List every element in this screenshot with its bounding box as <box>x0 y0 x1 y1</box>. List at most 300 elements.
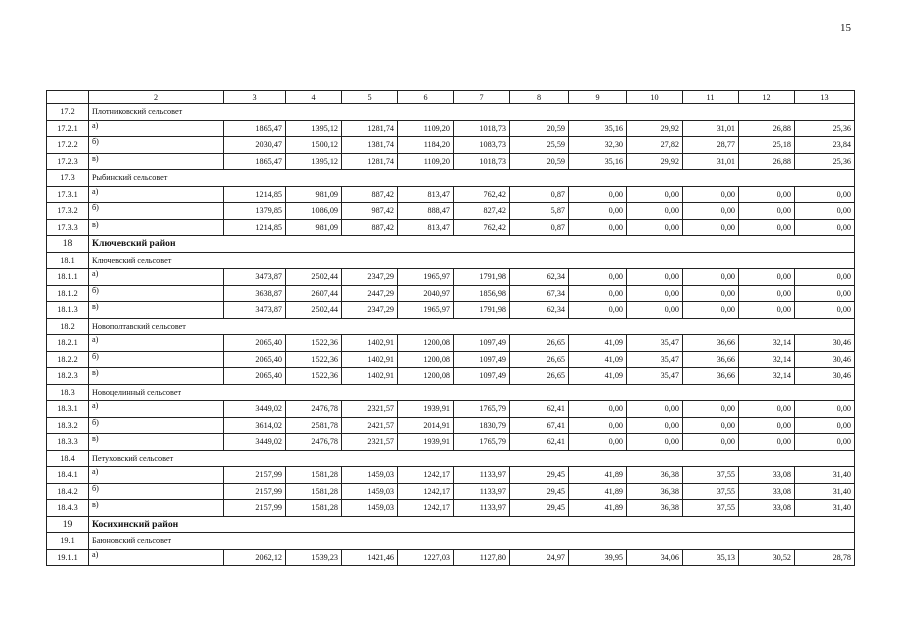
value-cell: 762,42 <box>454 219 510 236</box>
value-cell: 1133,97 <box>454 483 510 500</box>
value-cell: 35,47 <box>627 351 683 368</box>
value-cell: 1965,97 <box>398 302 454 319</box>
value-cell: 1086,09 <box>286 203 342 220</box>
row-variant: а) <box>89 467 224 484</box>
value-cell: 0,00 <box>569 285 627 302</box>
page-number: 15 <box>840 22 851 34</box>
value-cell: 1581,28 <box>286 467 342 484</box>
table-row <box>47 434 855 451</box>
row-code: 18 <box>47 236 89 253</box>
value-cell: 62,34 <box>510 302 569 319</box>
table-row <box>47 351 855 368</box>
value-cell: 25,59 <box>510 137 569 154</box>
value-cell: 62,41 <box>510 401 569 418</box>
row-code: 17.2.3 <box>47 153 89 170</box>
value-cell: 1856,98 <box>454 285 510 302</box>
value-cell: 0,00 <box>683 186 739 203</box>
value-cell: 2321,57 <box>342 401 398 418</box>
table-row <box>47 368 855 385</box>
value-cell: 813,47 <box>398 219 454 236</box>
row-variant: в) <box>89 368 224 385</box>
row-code: 18.2.1 <box>47 335 89 352</box>
header-cell: 12 <box>739 91 795 104</box>
value-cell: 0,00 <box>627 219 683 236</box>
settlement-name: Плотниковский сельсовет <box>89 104 855 121</box>
value-cell: 2065,40 <box>224 335 286 352</box>
settlement-name: Новоцелинный сельсовет <box>89 384 855 401</box>
value-cell: 37,55 <box>683 500 739 517</box>
value-cell: 1830,79 <box>454 417 510 434</box>
value-cell: 1242,17 <box>398 467 454 484</box>
section-row <box>47 252 855 269</box>
value-cell: 1402,91 <box>342 351 398 368</box>
value-cell: 29,92 <box>627 120 683 137</box>
header-cell: 13 <box>795 91 855 104</box>
value-cell: 31,01 <box>683 153 739 170</box>
value-cell: 981,09 <box>286 219 342 236</box>
value-cell: 0,00 <box>739 186 795 203</box>
value-cell: 35,47 <box>627 368 683 385</box>
value-cell: 0,00 <box>739 302 795 319</box>
value-cell: 0,00 <box>569 269 627 286</box>
value-cell: 23,84 <box>795 137 855 154</box>
value-cell: 41,89 <box>569 467 627 484</box>
row-code: 17.3 <box>47 170 89 187</box>
value-cell: 2502,44 <box>286 302 342 319</box>
value-cell: 32,14 <box>739 335 795 352</box>
value-cell: 25,36 <box>795 120 855 137</box>
row-code: 17.3.1 <box>47 186 89 203</box>
value-cell: 0,00 <box>627 285 683 302</box>
header-cell-1 <box>47 91 89 104</box>
table-row <box>47 401 855 418</box>
value-cell: 31,40 <box>795 500 855 517</box>
row-code: 18.3.2 <box>47 417 89 434</box>
settlement-name: Баюновский сельсовет <box>89 533 855 550</box>
value-cell: 0,00 <box>795 285 855 302</box>
value-cell: 981,09 <box>286 186 342 203</box>
row-variant: в) <box>89 434 224 451</box>
value-cell: 30,46 <box>795 351 855 368</box>
value-cell: 1379,85 <box>224 203 286 220</box>
value-cell: 0,00 <box>627 417 683 434</box>
row-code: 17.3.2 <box>47 203 89 220</box>
value-cell: 31,01 <box>683 120 739 137</box>
row-variant: б) <box>89 285 224 302</box>
value-cell: 2157,99 <box>224 483 286 500</box>
value-cell: 0,00 <box>683 434 739 451</box>
value-cell: 1522,36 <box>286 335 342 352</box>
row-code: 17.2.1 <box>47 120 89 137</box>
value-cell: 25,18 <box>739 137 795 154</box>
value-cell: 0,87 <box>510 186 569 203</box>
table-row <box>47 467 855 484</box>
row-code: 19.1 <box>47 533 89 550</box>
value-cell: 26,65 <box>510 335 569 352</box>
value-cell: 0,00 <box>627 401 683 418</box>
row-variant: а) <box>89 549 224 566</box>
header-cell: 7 <box>454 91 510 104</box>
value-cell: 1395,12 <box>286 153 342 170</box>
table-row <box>47 285 855 302</box>
row-code: 18.1.1 <box>47 269 89 286</box>
value-cell: 1500,12 <box>286 137 342 154</box>
value-cell: 41,09 <box>569 368 627 385</box>
row-code: 18.4.2 <box>47 483 89 500</box>
value-cell: 35,16 <box>569 153 627 170</box>
table-row <box>47 153 855 170</box>
value-cell: 0,00 <box>627 302 683 319</box>
header-cell: 8 <box>510 91 569 104</box>
value-cell: 32,30 <box>569 137 627 154</box>
value-cell: 32,14 <box>739 351 795 368</box>
value-cell: 2014,91 <box>398 417 454 434</box>
value-cell: 1109,20 <box>398 153 454 170</box>
header-cell: 5 <box>342 91 398 104</box>
value-cell: 1242,17 <box>398 500 454 517</box>
value-cell: 887,42 <box>342 219 398 236</box>
value-cell: 1459,03 <box>342 500 398 517</box>
value-cell: 35,13 <box>683 549 739 566</box>
row-variant: а) <box>89 269 224 286</box>
value-cell: 1791,98 <box>454 269 510 286</box>
table-row <box>47 219 855 236</box>
value-cell: 1214,85 <box>224 186 286 203</box>
value-cell: 36,66 <box>683 368 739 385</box>
value-cell: 3449,02 <box>224 434 286 451</box>
tariff-table <box>46 90 855 566</box>
value-cell: 28,77 <box>683 137 739 154</box>
value-cell: 0,00 <box>627 186 683 203</box>
value-cell: 0,00 <box>627 203 683 220</box>
value-cell: 0,00 <box>795 203 855 220</box>
value-cell: 62,34 <box>510 269 569 286</box>
value-cell: 0,00 <box>627 269 683 286</box>
value-cell: 1200,08 <box>398 351 454 368</box>
value-cell: 34,06 <box>627 549 683 566</box>
value-cell: 1018,73 <box>454 120 510 137</box>
value-cell: 0,00 <box>739 434 795 451</box>
row-code: 18.2.3 <box>47 368 89 385</box>
row-code: 18.3 <box>47 384 89 401</box>
value-cell: 1381,74 <box>342 137 398 154</box>
value-cell: 33,08 <box>739 467 795 484</box>
value-cell: 1200,08 <box>398 335 454 352</box>
value-cell: 0,00 <box>569 203 627 220</box>
value-cell: 0,00 <box>569 219 627 236</box>
value-cell: 37,55 <box>683 467 739 484</box>
value-cell: 2607,44 <box>286 285 342 302</box>
value-cell: 1865,47 <box>224 120 286 137</box>
table-row <box>47 302 855 319</box>
value-cell: 1939,91 <box>398 401 454 418</box>
value-cell: 1421,46 <box>342 549 398 566</box>
value-cell: 1184,20 <box>398 137 454 154</box>
value-cell: 20,59 <box>510 153 569 170</box>
value-cell: 24,97 <box>510 549 569 566</box>
row-variant: в) <box>89 153 224 170</box>
value-cell: 29,45 <box>510 483 569 500</box>
value-cell: 29,45 <box>510 500 569 517</box>
district-name: Косихинский район <box>89 516 855 533</box>
value-cell: 67,34 <box>510 285 569 302</box>
value-cell: 1459,03 <box>342 467 398 484</box>
value-cell: 0,00 <box>795 401 855 418</box>
row-variant: а) <box>89 401 224 418</box>
value-cell: 25,36 <box>795 153 855 170</box>
value-cell: 5,87 <box>510 203 569 220</box>
table-row <box>47 549 855 566</box>
section-row <box>47 104 855 121</box>
value-cell: 41,89 <box>569 483 627 500</box>
value-cell: 0,00 <box>683 302 739 319</box>
row-variant: а) <box>89 335 224 352</box>
row-variant: в) <box>89 302 224 319</box>
row-code: 18.3.1 <box>47 401 89 418</box>
value-cell: 2157,99 <box>224 500 286 517</box>
district-name: Ключевский район <box>89 236 855 253</box>
value-cell: 27,82 <box>627 137 683 154</box>
row-variant: а) <box>89 120 224 137</box>
value-cell: 0,00 <box>739 203 795 220</box>
header-cell: 4 <box>286 91 342 104</box>
section-row <box>47 533 855 550</box>
settlement-name: Петуховский сельсовет <box>89 450 855 467</box>
value-cell: 1083,73 <box>454 137 510 154</box>
value-cell: 2065,40 <box>224 368 286 385</box>
district-row <box>47 236 855 253</box>
settlement-name: Рыбинский сельсовет <box>89 170 855 187</box>
value-cell: 1581,28 <box>286 500 342 517</box>
section-row <box>47 170 855 187</box>
value-cell: 1791,98 <box>454 302 510 319</box>
row-variant: б) <box>89 417 224 434</box>
value-cell: 1539,23 <box>286 549 342 566</box>
value-cell: 1965,97 <box>398 269 454 286</box>
value-cell: 31,40 <box>795 483 855 500</box>
value-cell: 2157,99 <box>224 467 286 484</box>
value-cell: 0,00 <box>739 269 795 286</box>
row-variant: б) <box>89 203 224 220</box>
table-row <box>47 500 855 517</box>
row-variant: б) <box>89 137 224 154</box>
value-cell: 1459,03 <box>342 483 398 500</box>
header-cell: 3 <box>224 91 286 104</box>
row-variant: а) <box>89 186 224 203</box>
value-cell: 36,38 <box>627 500 683 517</box>
value-cell: 36,66 <box>683 351 739 368</box>
value-cell: 1242,17 <box>398 483 454 500</box>
value-cell: 3638,87 <box>224 285 286 302</box>
row-variant: б) <box>89 351 224 368</box>
value-cell: 0,00 <box>569 302 627 319</box>
value-cell: 2065,40 <box>224 351 286 368</box>
value-cell: 0,00 <box>739 417 795 434</box>
header-cell: 6 <box>398 91 454 104</box>
value-cell: 0,00 <box>569 401 627 418</box>
column-header-row <box>47 91 855 104</box>
table-row <box>47 203 855 220</box>
value-cell: 1281,74 <box>342 153 398 170</box>
value-cell: 0,00 <box>795 219 855 236</box>
table-row <box>47 417 855 434</box>
value-cell: 1581,28 <box>286 483 342 500</box>
value-cell: 827,42 <box>454 203 510 220</box>
value-cell: 29,92 <box>627 153 683 170</box>
value-cell: 0,00 <box>739 401 795 418</box>
value-cell: 0,00 <box>795 186 855 203</box>
row-code: 18.2.2 <box>47 351 89 368</box>
value-cell: 2040,97 <box>398 285 454 302</box>
row-code: 18.1 <box>47 252 89 269</box>
settlement-name: Новополтавский сельсовет <box>89 318 855 335</box>
table-row <box>47 483 855 500</box>
value-cell: 30,52 <box>739 549 795 566</box>
value-cell: 30,46 <box>795 335 855 352</box>
value-cell: 1939,91 <box>398 434 454 451</box>
table-row <box>47 186 855 203</box>
value-cell: 888,47 <box>398 203 454 220</box>
value-cell: 0,00 <box>569 186 627 203</box>
value-cell: 0,87 <box>510 219 569 236</box>
section-row <box>47 384 855 401</box>
value-cell: 28,78 <box>795 549 855 566</box>
row-code: 17.2 <box>47 104 89 121</box>
value-cell: 3473,87 <box>224 302 286 319</box>
value-cell: 26,88 <box>739 153 795 170</box>
header-cell: 11 <box>683 91 739 104</box>
value-cell: 813,47 <box>398 186 454 203</box>
value-cell: 2447,29 <box>342 285 398 302</box>
value-cell: 35,47 <box>627 335 683 352</box>
value-cell: 1402,91 <box>342 335 398 352</box>
value-cell: 0,00 <box>795 434 855 451</box>
value-cell: 0,00 <box>739 285 795 302</box>
value-cell: 0,00 <box>569 417 627 434</box>
value-cell: 39,95 <box>569 549 627 566</box>
value-cell: 1522,36 <box>286 351 342 368</box>
row-code: 18.2 <box>47 318 89 335</box>
value-cell: 3614,02 <box>224 417 286 434</box>
value-cell: 3473,87 <box>224 269 286 286</box>
header-cell: 10 <box>627 91 683 104</box>
value-cell: 0,00 <box>795 417 855 434</box>
value-cell: 3449,02 <box>224 401 286 418</box>
value-cell: 31,40 <box>795 467 855 484</box>
row-variant: б) <box>89 483 224 500</box>
section-row <box>47 318 855 335</box>
value-cell: 26,88 <box>739 120 795 137</box>
value-cell: 1109,20 <box>398 120 454 137</box>
value-cell: 33,08 <box>739 483 795 500</box>
value-cell: 2502,44 <box>286 269 342 286</box>
value-cell: 1018,73 <box>454 153 510 170</box>
value-cell: 30,46 <box>795 368 855 385</box>
value-cell: 2347,29 <box>342 302 398 319</box>
value-cell: 0,00 <box>795 269 855 286</box>
value-cell: 36,38 <box>627 483 683 500</box>
value-cell: 1402,91 <box>342 368 398 385</box>
value-cell: 1227,03 <box>398 549 454 566</box>
value-cell: 26,65 <box>510 368 569 385</box>
value-cell: 2062,12 <box>224 549 286 566</box>
value-cell: 1133,97 <box>454 500 510 517</box>
row-code: 18.1.2 <box>47 285 89 302</box>
value-cell: 67,41 <box>510 417 569 434</box>
value-cell: 1097,49 <box>454 335 510 352</box>
settlement-name: Ключевский сельсовет <box>89 252 855 269</box>
value-cell: 0,00 <box>683 285 739 302</box>
row-variant: в) <box>89 219 224 236</box>
value-cell: 0,00 <box>683 417 739 434</box>
value-cell: 1133,97 <box>454 467 510 484</box>
value-cell: 0,00 <box>569 434 627 451</box>
value-cell: 2581,78 <box>286 417 342 434</box>
row-code: 18.4.3 <box>47 500 89 517</box>
row-code: 18.4.1 <box>47 467 89 484</box>
value-cell: 2030,47 <box>224 137 286 154</box>
value-cell: 987,42 <box>342 203 398 220</box>
row-code: 19 <box>47 516 89 533</box>
value-cell: 1214,85 <box>224 219 286 236</box>
value-cell: 29,45 <box>510 467 569 484</box>
value-cell: 2476,78 <box>286 401 342 418</box>
row-code: 18.1.3 <box>47 302 89 319</box>
row-code: 17.3.3 <box>47 219 89 236</box>
value-cell: 0,00 <box>683 203 739 220</box>
value-cell: 0,00 <box>627 434 683 451</box>
value-cell: 1097,49 <box>454 351 510 368</box>
value-cell: 1281,74 <box>342 120 398 137</box>
header-cell: 2 <box>89 91 224 104</box>
value-cell: 26,65 <box>510 351 569 368</box>
row-variant: в) <box>89 500 224 517</box>
value-cell: 2321,57 <box>342 434 398 451</box>
district-row <box>47 516 855 533</box>
value-cell: 2421,57 <box>342 417 398 434</box>
row-code: 18.3.3 <box>47 434 89 451</box>
table-row <box>47 269 855 286</box>
table-row <box>47 120 855 137</box>
row-code: 17.2.2 <box>47 137 89 154</box>
value-cell: 1127,80 <box>454 549 510 566</box>
value-cell: 1395,12 <box>286 120 342 137</box>
value-cell: 32,14 <box>739 368 795 385</box>
value-cell: 41,09 <box>569 351 627 368</box>
table-row <box>47 335 855 352</box>
value-cell: 887,42 <box>342 186 398 203</box>
value-cell: 1765,79 <box>454 401 510 418</box>
value-cell: 1097,49 <box>454 368 510 385</box>
table-body <box>47 91 855 566</box>
row-code: 19.1.1 <box>47 549 89 566</box>
value-cell: 0,00 <box>683 269 739 286</box>
value-cell: 1522,36 <box>286 368 342 385</box>
table-row <box>47 137 855 154</box>
value-cell: 33,08 <box>739 500 795 517</box>
row-code: 18.4 <box>47 450 89 467</box>
value-cell: 35,16 <box>569 120 627 137</box>
section-row <box>47 450 855 467</box>
value-cell: 2476,78 <box>286 434 342 451</box>
value-cell: 41,09 <box>569 335 627 352</box>
value-cell: 0,00 <box>683 219 739 236</box>
value-cell: 20,59 <box>510 120 569 137</box>
value-cell: 41,89 <box>569 500 627 517</box>
value-cell: 37,55 <box>683 483 739 500</box>
value-cell: 0,00 <box>683 401 739 418</box>
header-cell: 9 <box>569 91 627 104</box>
